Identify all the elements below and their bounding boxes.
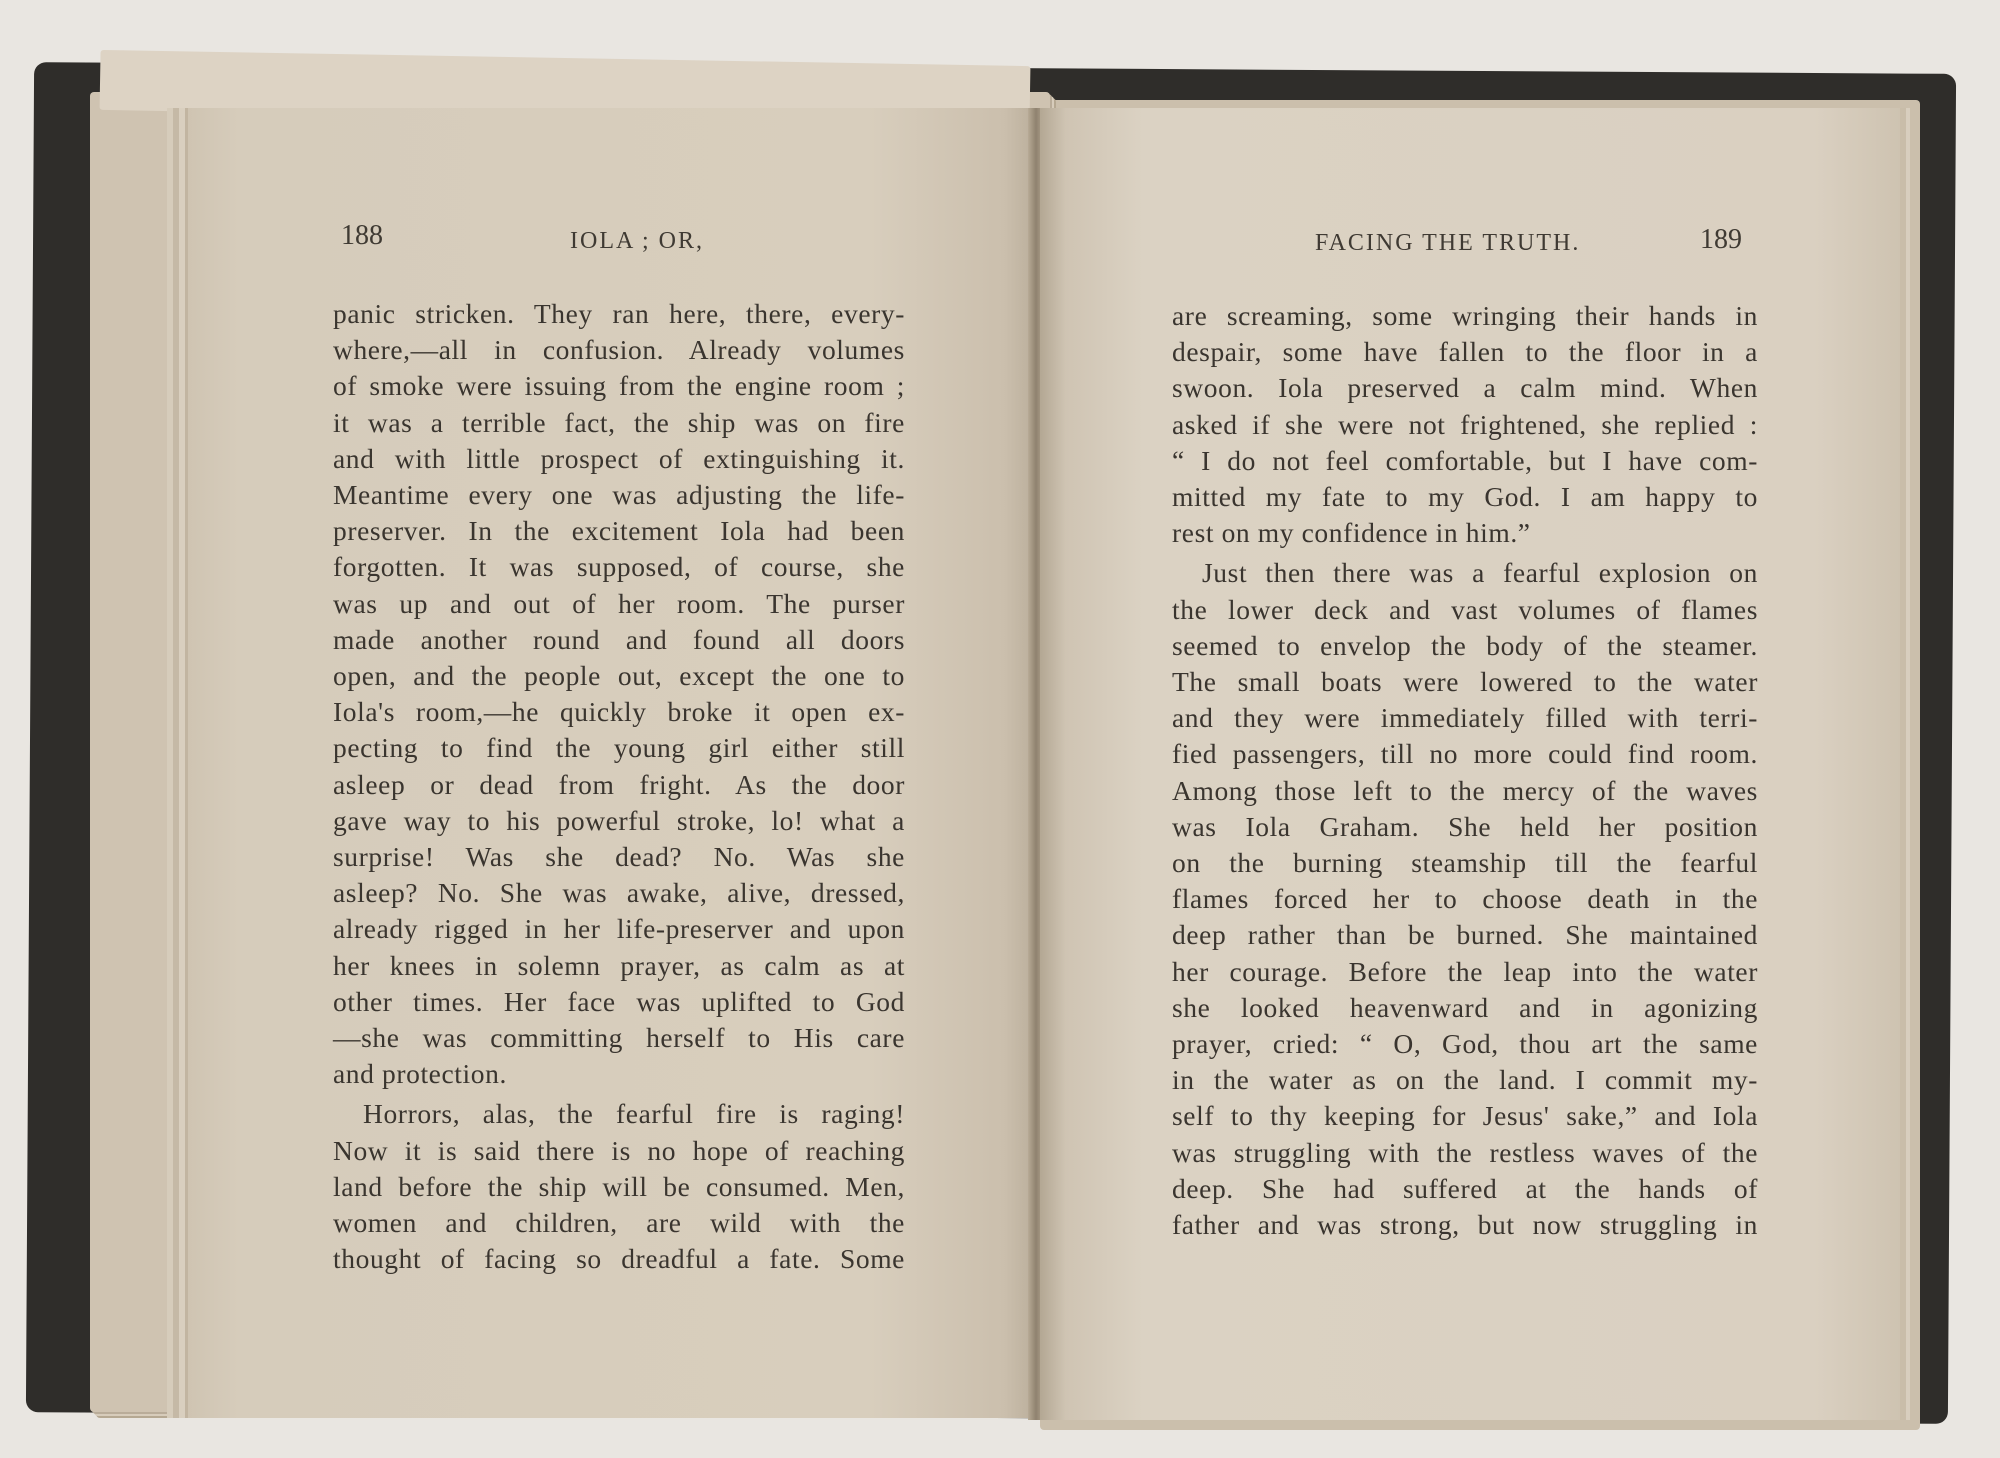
text-line: in the water as on the land. I commit my-	[1172, 1064, 1758, 1096]
paragraph	[333, 1096, 905, 1277]
text-line: are screaming, some wringing their hands in	[1172, 300, 1758, 331]
text-line: and protection.	[333, 1058, 507, 1090]
text-line: surprise! Was she dead? No. Was she	[333, 841, 905, 873]
text-line: the lower deck and vast volumes of flames	[1172, 593, 1758, 625]
text-line: gave way to his powerful stroke, lo! what a	[333, 804, 905, 836]
text-line: Iola's room,—he quickly broke it open ex-	[333, 696, 905, 728]
text-line: Now it is said there is no hope of reaching	[333, 1134, 905, 1166]
text-line: was Iola Graham. She held her position	[1172, 810, 1758, 842]
text-line: open, and the people out, except the one to	[333, 660, 905, 692]
text-line: despair, some have fallen to the floor in a	[1172, 336, 1758, 368]
text-line: rest on my confidence in him.”	[1172, 517, 1531, 549]
text-line: thought of facing so dreadful a fate. Some	[333, 1243, 905, 1275]
text-line: —she was committing herself to His care	[333, 1022, 905, 1054]
paragraph	[1172, 555, 1758, 1243]
paragraph	[333, 296, 905, 1092]
text-line: her knees in solemn prayer, as calm as at	[333, 949, 905, 981]
running-head: FACING THE TRUTH.	[1315, 230, 1581, 256]
text-line: asleep? No. She was awake, alive, dressed,	[333, 877, 905, 909]
text-line: her courage. Before the leap into the water	[1172, 955, 1758, 987]
text-line: seemed to envelop the body of the steamer.	[1172, 629, 1758, 661]
text-line: it was a terrible fact, the ship was on fire	[333, 406, 905, 438]
text-line: deep rather than be burned. She maintained	[1172, 919, 1758, 951]
text-line: Just then there was a fearful explosion on	[1202, 557, 1758, 589]
page-number: 189	[1700, 224, 1742, 255]
text-line: father and was strong, but now struggling in	[1172, 1209, 1758, 1241]
text-line: was struggling with the restless waves of the	[1172, 1136, 1758, 1168]
text-line: and with little prospect of extinguishing it.	[333, 442, 905, 474]
text-line: Meantime every one was adjusting the life-	[333, 479, 905, 511]
text-line: where,—all in confusion. Already volumes	[333, 334, 905, 366]
text-line: women and children, are wild with the	[333, 1207, 905, 1239]
paragraph	[1172, 298, 1758, 551]
running-head: IOLA ; OR,	[570, 228, 704, 254]
right-page-text	[1172, 298, 1758, 1243]
text-line: “ I do not feel comfortable, but I have com-	[1172, 444, 1758, 476]
text-line: asleep or dead from fright. As the door	[333, 768, 905, 800]
text-line: flames forced her to choose death in the	[1172, 883, 1758, 915]
text-line: made another round and found all doors	[333, 623, 905, 655]
page-number: 188	[341, 220, 383, 251]
text-line: The small boats were lowered to the water	[1172, 666, 1758, 698]
text-line: of smoke were issuing from the engine room ;	[333, 370, 905, 402]
left-page	[185, 108, 1038, 1418]
text-line: asked if she were not frightened, she replied :	[1172, 408, 1758, 440]
text-line: self to thy keeping for Jesus' sake,” and Iola	[1172, 1100, 1758, 1132]
text-line: on the burning steamship till the fearful	[1172, 847, 1758, 879]
text-line: panic stricken. They ran here, there, every-	[333, 298, 905, 329]
text-line: swoon. Iola preserved a calm mind. When	[1172, 372, 1758, 404]
text-line: deep. She had suffered at the hands of	[1172, 1172, 1758, 1204]
text-line: Among those left to the mercy of the waves	[1172, 774, 1758, 806]
text-line: other times. Her face was uplifted to God	[333, 985, 905, 1017]
text-line: forgotten. It was supposed, of course, she	[333, 551, 905, 583]
right-page	[1040, 108, 1900, 1420]
text-line: mitted my fate to my God. I am happy to	[1172, 481, 1758, 513]
text-line: preserver. In the excitement Iola had been	[333, 515, 905, 547]
left-page-text	[333, 296, 905, 1277]
text-line: Horrors, alas, the fearful fire is raging!	[363, 1098, 905, 1130]
text-line: fied passengers, till no more could find room.	[1172, 738, 1758, 770]
text-line: prayer, cried: “ O, God, thou art the same	[1172, 1028, 1758, 1060]
text-line: she looked heavenward and in agonizing	[1172, 991, 1758, 1023]
text-line: pecting to find the young girl either still	[333, 732, 905, 764]
text-line: was up and out of her room. The purser	[333, 587, 905, 619]
text-line: land before the ship will be consumed. Men,	[333, 1170, 905, 1202]
text-line: and they were immediately filled with terri-	[1172, 702, 1758, 734]
text-line: already rigged in her life-preserver and upon	[333, 913, 905, 945]
